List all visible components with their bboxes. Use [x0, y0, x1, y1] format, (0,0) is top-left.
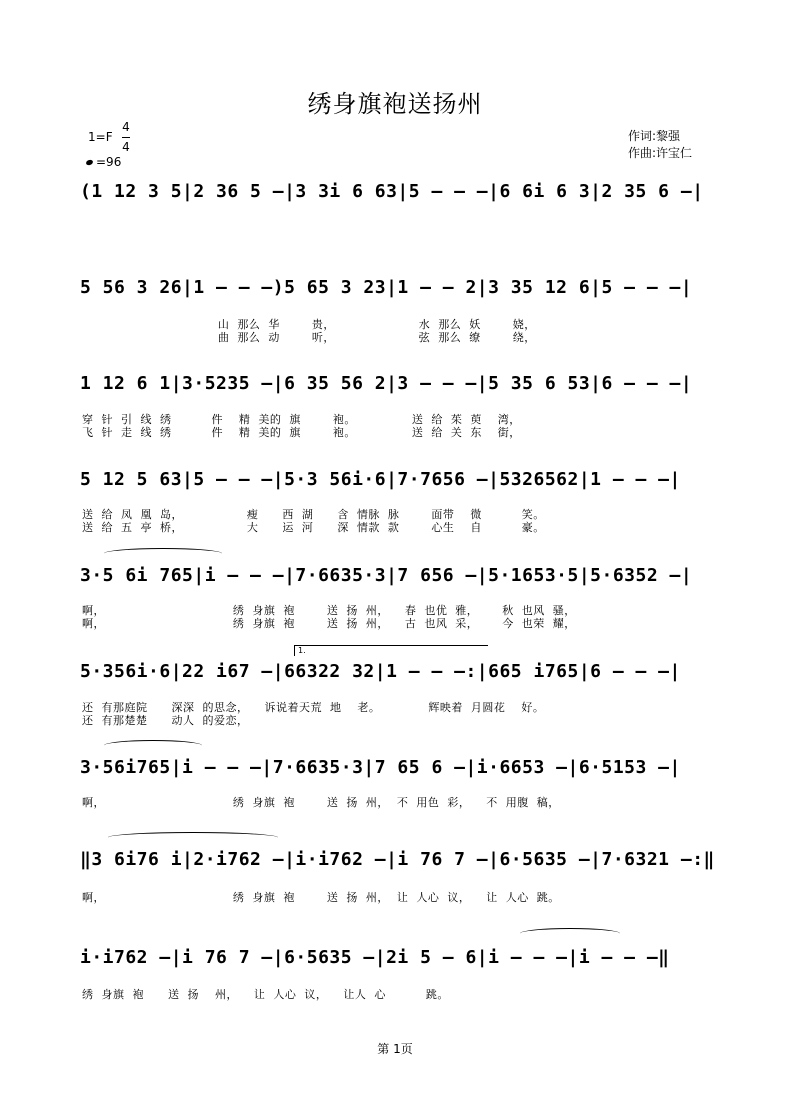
notation-line: 3·5 6i 765|i – – –|7·6635·3|7 656 –|5·1653·5|5·6352 –| — [80, 565, 693, 586]
lyric-line: 山 那么 华 贵， 水 那么 妖 娆， — [82, 318, 536, 331]
notation-line: (1 12 3 5|2 36 5 –|3 3i 6 63|5 – – –|6 6i 6 3|2 35 6 –| — [80, 181, 704, 202]
lyric-line: 曲 那么 动 听， 弦 那么 缭 绕， — [82, 331, 536, 344]
tempo-value: =96 — [96, 155, 122, 169]
lyric-line: 飞 针 走 线 绣 件 精 美的 旗 袍。 送 给 关 东 街， — [82, 426, 521, 439]
lyric-line: 穿 针 引 线 绣 件 精 美的 旗 袍。 送 给 茱 萸 湾， — [82, 413, 521, 426]
time-signature — [122, 118, 130, 157]
tempo-marking — [86, 155, 121, 169]
lyric-line: 啊， 绣 身旗 袍 送 扬 州， 让 人心 议， 让 人心 跳。 — [82, 891, 560, 904]
lyric-line: 啊， 绣 身旗 袍 送 扬 州， 春 也优 雅， 秋 也风 骚， — [82, 604, 576, 617]
first-ending-bracket: 1. — [294, 645, 488, 656]
lyricist-credit: 作词:黎强 — [628, 129, 681, 143]
lyric-line: 还 有那庭院 深深 的思念， 诉说着天荒 地 老。 辉映着 月圆花 好。 — [82, 701, 545, 714]
notation-line: 1 12 6 1|3·5235 –|6 35 56 2|3 – – –|5 35 6 53|6 – – –| — [80, 373, 693, 394]
notation-line: 5 12 5 63|5 – – –|5·3 56i·6|7·7656 –|5326562|1 – – –| — [80, 469, 681, 490]
lyric-line: 啊， 绣 身旗 袍 送 扬 州， 不 用色 彩， 不 用腹 稿， — [82, 796, 560, 809]
quarter-note-icon — [85, 159, 93, 166]
lyric-line: 还 有那楚楚 动人 的爱恋， — [82, 714, 249, 727]
composer-credit: 作曲:许宝仁 — [628, 146, 693, 160]
time-signature-bottom: 4 — [122, 140, 130, 154]
lyric-line: 绣 身旗 袍 送 扬 州， 让 人心 议， 让人 心 跳。 — [82, 988, 449, 1001]
lyric-line: 送 给 凤 凰 岛， 瘦 西 湖 含 情脉 脉 面带 微 笑。 — [82, 508, 545, 521]
key-signature: 1=F — [88, 130, 113, 144]
lyric-line: 送 给 五 亭 桥， 大 运 河 深 情款 款 心生 自 豪。 — [82, 521, 545, 534]
page-footer: 第 1页 — [377, 1042, 413, 1056]
time-signature-top: 4 — [122, 120, 130, 134]
notation-line: i·i762 –|i 76 7 –|6·5635 –|2i 5 – 6|i – – –|i – – –‖ — [80, 947, 670, 968]
notation-line: 3·56i765|i – – –|7·6635·3|7 65 6 –|i·6653 –|6·5153 –| — [80, 757, 681, 778]
notation-line: 5 56 3 26|1 – – –)5 65 3 23|1 – – 2|3 35 12 6|5 – – –| — [80, 277, 693, 298]
notation-line: 5·356i·6|22 i67 –|66322 32|1 – – –:|665 i765|6 – – –| — [80, 661, 681, 682]
song-title: 绣身旗袍送扬州 — [307, 90, 483, 118]
notation-line: ‖3 6i76 i|2·i762 –|i·i762 –|i 76 7 –|6·5635 –|7·6321 –:‖ — [80, 849, 715, 870]
credits — [628, 128, 692, 162]
lyric-line: 啊， 绣 身旗 袍 送 扬 州， 古 也风 采， 今 也荣 耀， — [82, 617, 576, 630]
